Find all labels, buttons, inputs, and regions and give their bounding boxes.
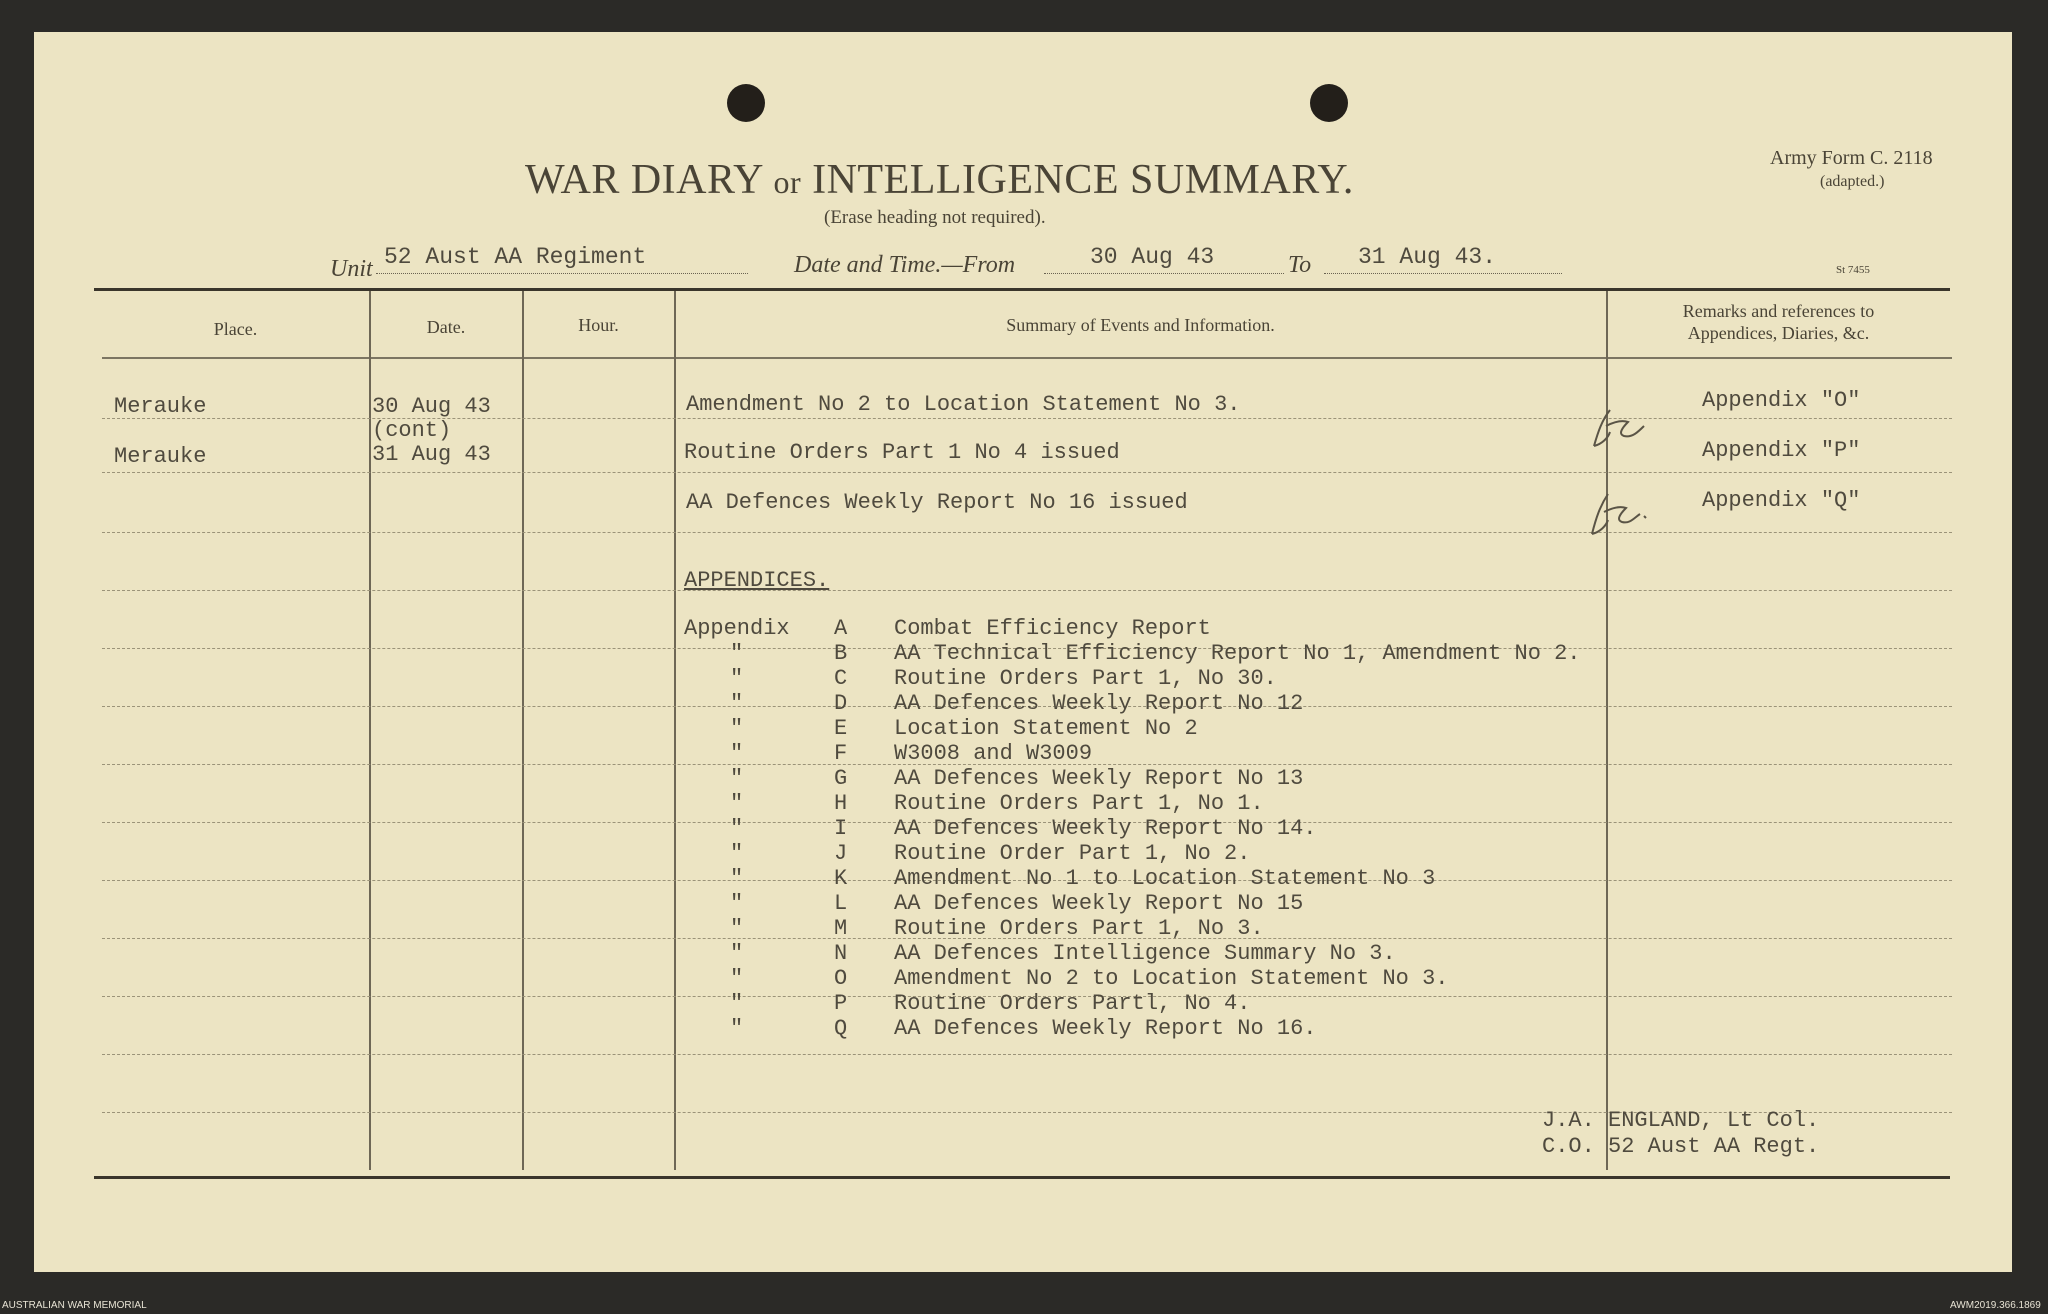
form-subtitle: (Erase heading not required). [824,207,1046,228]
entry-remark: Appendix "Q" [1702,488,1861,513]
column-divider-place [369,291,371,1170]
archive-reference: AWM2019.366.1869 [1950,1300,2041,1311]
ditto-mark: " [730,666,744,691]
punch-hole-right [1310,84,1348,122]
column-header-date: Date. [426,317,466,337]
appendix-title: Routine Order Part 1, No 2. [894,841,1251,866]
appendix-letter: O [834,966,848,991]
entry-date: 30 Aug 43 [372,394,491,419]
ditto-mark: " [730,991,744,1016]
appendix-letter: J [834,841,848,866]
appendix-title: Amendment No 1 to Location Statement No 3 [894,866,1436,891]
date-to-label: To [1288,252,1312,278]
appendix-title: Amendment No 2 to Location Statement No 3. [894,966,1449,991]
unit-value: 52 Aust AA Regiment [376,244,748,274]
appendix-title: Routine Orders Part 1, No 3. [894,916,1264,941]
appendix-letter: Q [834,1016,848,1041]
appendix-letter: F [834,741,848,766]
appendix-title: AA Defences Weekly Report No 14. [894,816,1317,841]
archive-credit: AUSTRALIAN WAR MEMORIAL [2,1300,147,1311]
ditto-mark: " [730,866,744,891]
ditto-mark: " [730,916,744,941]
entry-date-cont: (cont) [372,418,452,443]
appendix-letter: P [834,991,848,1016]
ruled-line [102,590,1952,591]
form-title [525,156,1354,204]
punch-hole-left [727,84,765,122]
signature-title: C.O. 52 Aust AA Regt. [1542,1134,1820,1159]
army-form-adapted: (adapted.) [1820,173,1885,190]
table-bottom-rule [94,1176,1950,1179]
entry-summary: Amendment No 2 to Location Statement No 3. [686,392,1241,417]
appendix-letter: M [834,916,848,941]
ditto-mark: " [730,716,744,741]
appendix-letter: B [834,641,848,666]
form-print-code: St 7455 [1836,264,1870,276]
appendix-letter: C [834,666,848,691]
appendix-title: Location Statement No 2 [894,716,1198,741]
appendix-letter: E [834,716,848,741]
ditto-mark: " [730,741,744,766]
appendix-letter: N [834,941,848,966]
appendix-letter: K [834,866,848,891]
ditto-mark: " [730,966,744,991]
appendix-title: AA Defences Intelligence Summary No 3. [894,941,1396,966]
date-from-value: 30 Aug 43 [1044,244,1284,274]
entry-summary: Routine Orders Part 1 No 4 issued [684,440,1120,465]
appendices-heading: APPENDICES. [684,568,830,593]
title-or: or [773,164,802,200]
appendix-title: AA Defences Weekly Report No 12 [894,691,1304,716]
entry-place: Merauke [114,394,207,419]
appendix-title: AA Defences Weekly Report No 13 [894,766,1304,791]
appendix-title: Routine Orders Part 1, No 1. [894,791,1264,816]
appendix-title: AA Defences Weekly Report No 16. [894,1016,1317,1041]
appendix-letter: H [834,791,848,816]
appendix-letter: G [834,766,848,791]
unit-label: Unit [330,256,373,282]
entry-remark: Appendix "O" [1702,388,1861,413]
appendix-label: Appendix [684,616,790,641]
title-war-diary: WAR DIARY [525,157,763,203]
ditto-mark: " [730,766,744,791]
column-header-place: Place. [213,319,258,339]
entry-date: 31 Aug 43 [372,442,491,467]
appendix-title: W3008 and W3009 [894,741,1093,766]
appendix-letter: L [834,891,848,916]
handwritten-initials-mark [1584,490,1654,540]
column-divider-date [522,291,524,1170]
column-header-hour: Hour. [578,315,619,335]
column-divider-hour [674,291,676,1170]
ditto-mark: " [730,941,744,966]
appendix-title: Routine Orders Part 1, No 30. [894,666,1277,691]
entry-remark: Appendix "P" [1702,438,1861,463]
appendix-letter: A [834,616,848,641]
date-to-value: 31 Aug 43. [1324,244,1562,274]
table-top-rule [94,288,1950,291]
entry-place: Merauke [114,444,207,469]
title-intelligence-summary: INTELLIGENCE SUMMARY. [812,157,1354,203]
column-header-remarks [1607,300,1950,344]
ditto-mark: " [730,816,744,841]
handwritten-initials-mark [1588,404,1658,454]
signature-name: J.A. ENGLAND, Lt Col. [1542,1108,1820,1133]
appendix-letter: D [834,691,848,716]
ditto-mark: " [730,841,744,866]
table-header-rule [102,357,1952,359]
ditto-mark: " [730,891,744,916]
appendix-title: Combat Efficiency Report [894,616,1211,641]
appendix-title: AA Technical Efficiency Report No 1, Amendment No 2. [894,641,1581,666]
ruled-line [102,1054,1952,1055]
appendix-title: AA Defences Weekly Report No 15 [894,891,1304,916]
ruled-line [102,472,1952,473]
appendix-title: Routine Orders Partl, No 4. [894,991,1251,1016]
ditto-mark: " [730,641,744,666]
ditto-mark: " [730,1016,744,1041]
ruled-line [102,532,1952,533]
appendix-letter: I [834,816,848,841]
date-time-from-label: Date and Time.—From [794,252,1016,278]
remarks-header-line1: Remarks and references to [1682,301,1875,321]
army-form-number: Army Form C. 2118 [1770,147,1933,169]
remarks-header-line2: Appendices, Diaries, &c. [1687,323,1870,343]
ditto-mark: " [730,691,744,716]
ditto-mark: " [730,791,744,816]
entry-summary: AA Defences Weekly Report No 16 issued [686,490,1188,515]
column-header-summary: Summary of Events and Information. [1006,315,1275,335]
